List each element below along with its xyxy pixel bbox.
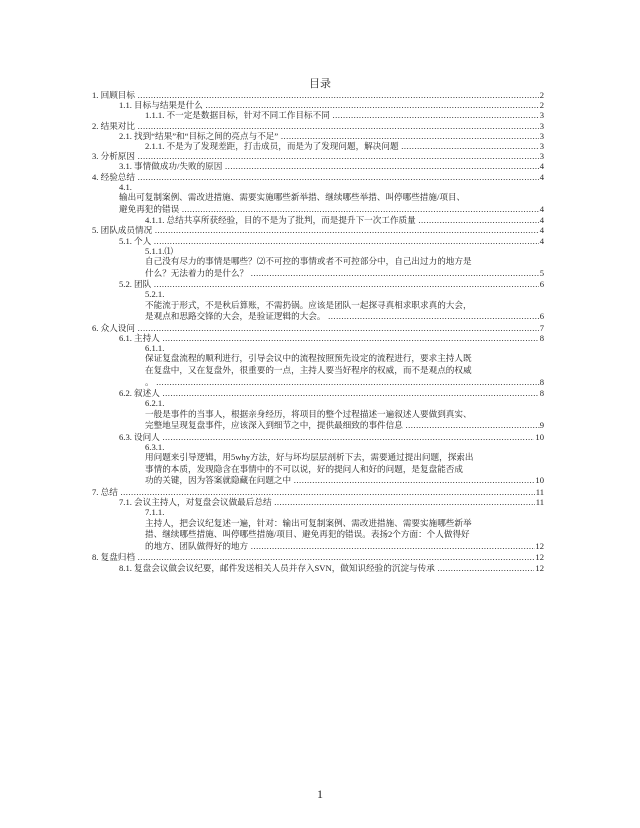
toc-entry[interactable] [92, 151, 544, 161]
toc-page: 12 [535, 552, 544, 563]
toc-number: 8.1. [119, 562, 132, 573]
toc-text: 团队成员情况 [100, 225, 153, 236]
page-number: 1 [317, 787, 323, 801]
toc-text: 团队 [134, 279, 152, 290]
toc-entry[interactable] [92, 141, 544, 151]
toc-number: 6.1. [119, 333, 132, 344]
toc-page: 4 [539, 225, 544, 236]
toc-text: 用问题来引导逻辑，用5why方法，好与坏均层层剖析下去，需要通过提出问题，探索出 [145, 452, 474, 463]
toc-entry[interactable] [92, 172, 544, 182]
toc-page: 10 [535, 475, 544, 486]
toc-text: 一般是事件的当事人，根据亲身经历，将项目的整个过程描述一遍叙述人要做到真实、 [145, 408, 472, 419]
toc-text: 的地方、团队做得好的地方 ..... [145, 541, 535, 553]
toc-text: 总结共享所获经验，目的不是为了批判，而是提升下一次工作质量 [166, 215, 416, 226]
toc-text: 什么？无法着力的是什么？ ..... [145, 268, 540, 280]
toc-text: 输出可复制案例、需改进措施、需要实施哪些新举措、继续哪些举措、叫停哪些措施/项目、 [119, 192, 466, 203]
toc-text: 措、继续哪些措施、叫停哪些措施/项目、避免再犯的错误。表扬2个方面：个人做得好 [145, 529, 470, 540]
toc-page: 3 [539, 110, 544, 121]
toc-number: 7.1.1. [145, 507, 165, 518]
toc-entry[interactable] [92, 398, 544, 431]
toc-page: 3 [539, 151, 544, 162]
toc-text: ⑴ [164, 245, 173, 256]
toc-number: 1.1. [119, 100, 132, 111]
toc-number: 2.1. [119, 130, 132, 141]
toc-page: 11 [535, 486, 544, 497]
toc-page: 4 [539, 161, 544, 172]
toc-text: 众人设问 [100, 322, 135, 333]
toc-entry[interactable] [92, 388, 544, 398]
toc-number: 5. [92, 225, 99, 236]
toc-text: 避免再犯的错误 ..... [119, 204, 540, 216]
toc-text: 分析原因 [100, 151, 135, 162]
toc-text: 回顾目标 [100, 90, 135, 100]
toc-page: 2 [539, 90, 544, 100]
toc-entry[interactable] [92, 279, 544, 289]
toc-number: 4.1. [119, 181, 132, 192]
toc-entry[interactable] [92, 333, 544, 343]
toc-page: 4 [539, 203, 544, 214]
toc-entry[interactable] [92, 90, 544, 100]
toc-text: 完整地呈现复盘事件，应该深入到细节之中，提供最细致的事件信息 ..... [145, 420, 540, 432]
toc-text: 在复盘中，又在复盘外，很重要的一点，主持人要当好程序的权威，而不是观点的权威 [145, 365, 472, 376]
toc-number: 5.1. [119, 235, 132, 246]
toc-number: 8. [92, 552, 99, 563]
toc-page: 2 [539, 100, 544, 111]
toc-page: 9 [539, 420, 544, 431]
toc-entry[interactable] [92, 131, 544, 141]
toc-entry[interactable] [92, 161, 544, 171]
toc-page: 8 [539, 376, 544, 387]
toc-text: 主持人，把会议纪复述一遍，针对：输出可复制案例、需改进措施、需要实施哪些新举 [145, 517, 472, 528]
toc-page: 12 [535, 562, 544, 573]
toc-page: 7 [539, 322, 544, 333]
toc-number: 6.3.1. [145, 442, 165, 452]
toc-entry[interactable] [92, 236, 544, 246]
toc-entry[interactable] [92, 487, 544, 497]
toc-text: 不能流于形式，不是秋后算账，不需扔锅。应该是团队一起探寻真相求职求真的大会， [145, 299, 472, 310]
toc-entry[interactable] [92, 289, 544, 322]
toc-page: 3 [539, 141, 544, 152]
toc-number: 2.1.1. [145, 141, 165, 152]
toc-number: 3.1. [119, 161, 132, 172]
toc-text: 个人 [134, 235, 152, 246]
toc-text: 叙述人 [134, 388, 160, 399]
toc-text: 自己没有尽力的事情是哪些？⑵不可控的事情或者不可控部分中，自己出过力的地方是 [145, 256, 472, 267]
toc-page: 10 [535, 431, 544, 442]
toc-entry[interactable] [92, 100, 544, 110]
toc-page: 4 [539, 215, 544, 226]
toc-text: 经验总结 [100, 171, 135, 182]
toc-number: 5.1.1. [145, 245, 165, 256]
toc-page: 8 [539, 388, 544, 399]
toc-text: 事情的本质，发现隐含在事情中的不可以说，好的提问人和好的问题，是复盘能否成 [145, 463, 463, 474]
toc-text: 保证复盘流程的顺利进行，引导会议中的流程按照预先设定的流程进行，要求主持人既 [145, 353, 472, 364]
toc-number: 6.1.1. [145, 343, 165, 354]
toc-number: 4.1.1. [145, 215, 165, 226]
toc-number: 7.1. [119, 497, 132, 508]
toc-entry[interactable] [92, 497, 544, 507]
toc-text: 事情做成功/失败的原因 [134, 161, 223, 172]
toc-number: 2. [92, 120, 99, 131]
toc-entry[interactable] [92, 225, 544, 235]
toc-text: 设问人 [134, 431, 160, 442]
toc-text: 主持人 [134, 333, 160, 344]
toc-page: 12 [535, 540, 544, 551]
toc-number: 3. [92, 151, 99, 162]
table-of-contents [92, 90, 544, 573]
toc-entry[interactable] [92, 182, 544, 215]
toc-number: 1. [92, 90, 99, 100]
toc-text: 复盘归档 [100, 552, 135, 563]
toc-entry[interactable] [92, 343, 544, 388]
toc-entry[interactable] [92, 246, 544, 279]
toc-entry[interactable] [92, 563, 544, 573]
toc-number: 6.2.1. [145, 398, 165, 409]
toc-text: 是观点和思路交锋的大会，是验证逻辑的大会。 ..... [145, 311, 540, 323]
toc-page: 6 [539, 311, 544, 322]
toc-entry[interactable] [92, 552, 544, 562]
toc-entry[interactable] [92, 323, 544, 333]
toc-number: 1.1.1. [145, 110, 165, 121]
toc-number: 5.2.1. [145, 289, 165, 300]
toc-number: 6. [92, 322, 99, 333]
toc-number: 6.3. [119, 431, 132, 442]
toc-number: 6.2. [119, 388, 132, 399]
toc-number: 4. [92, 171, 99, 182]
toc-page: 3 [539, 130, 544, 141]
toc-entry[interactable] [92, 442, 544, 487]
toc-text: 功的关键，因为答案就隐藏在问题之中 ..... [145, 475, 535, 487]
toc-text: 总结 [100, 486, 118, 497]
toc-entry[interactable] [92, 121, 544, 131]
toc-entry[interactable] [92, 432, 544, 442]
toc-text: 不一定是数据目标，针对不同工作目标不同 [166, 110, 330, 121]
toc-number: 7. [92, 486, 99, 497]
toc-page: 4 [539, 235, 544, 246]
toc-entry[interactable] [92, 215, 544, 225]
toc-page: 6 [539, 279, 544, 290]
toc-text: 不是为了发现差距，打击成员，而是为了发现问题，解决问题 [166, 141, 399, 152]
toc-text: 目标与结果是什么 [134, 100, 203, 111]
toc-page: 4 [539, 171, 544, 182]
toc-page: 11 [535, 497, 544, 508]
toc-number: 5.2. [119, 279, 132, 290]
toc-entry[interactable] [92, 110, 544, 120]
toc-text: 复盘会议做会议纪要，邮件发送相关人员并存入SVN，做知识经验的沉淀与传承 [134, 562, 435, 573]
toc-page: 5 [539, 267, 544, 278]
toc-entry[interactable] [92, 507, 544, 552]
toc-page: 3 [539, 120, 544, 131]
toc-text: 会议主持人，对复盘会议做最后总结 [134, 497, 272, 508]
toc-text: 找到“结果”和“目标之间的亮点与不足” [134, 130, 279, 141]
toc-text: 结果对比 [100, 120, 135, 131]
toc-text: 。 ..... [145, 377, 540, 389]
page-title: 目录 [309, 78, 331, 90]
toc-page: 8 [539, 333, 544, 344]
